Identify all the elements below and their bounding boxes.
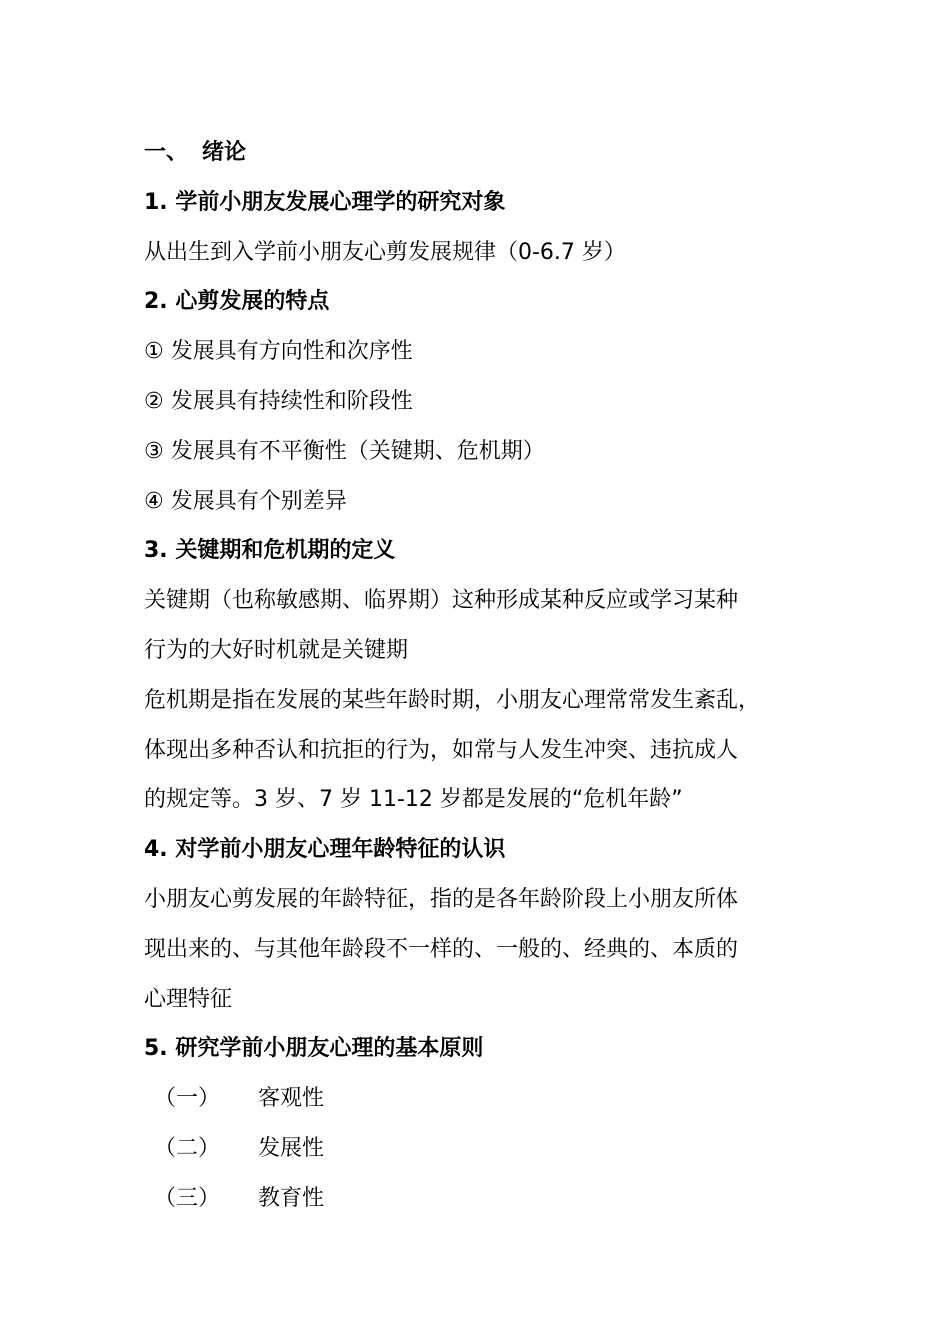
document-body <box>144 128 824 1224</box>
paragraph-line: 体现出多种否认和抗拒的行为，如常与人发生冲突、违抗成人 <box>144 737 739 763</box>
list-item: ② 发展具有持续性和阶段性 <box>144 388 413 414</box>
paragraph-line: 危机期是指在发展的某些年龄时期，小朋友心理常常发生紊乱， <box>144 687 761 713</box>
paragraph-line: 的规定等。3 岁、7 岁 11-12 岁都是发展的“危机年龄” <box>144 787 683 813</box>
list-item: ③ 发展具有不平衡性（关键期、危机期） <box>144 438 545 464</box>
item-heading-2: 2. 心剪发展的特点 <box>144 289 330 315</box>
principle-item <box>144 1174 824 1224</box>
paragraph-line: 心理特征 <box>144 986 233 1012</box>
principle-text: 客观性 <box>258 1086 325 1112</box>
list-item: ① 发展具有方向性和次序性 <box>144 339 413 365</box>
principle-text: 发展性 <box>258 1135 325 1161</box>
list-item: ④ 发展具有个别差异 <box>144 488 347 514</box>
section-heading <box>144 128 824 178</box>
principle-label: （三） <box>154 1185 221 1211</box>
section-number: 一、 <box>144 140 189 165</box>
paragraph-line: 从出生到入学前小朋友心剪发展规律（0-6.7 岁） <box>144 239 626 265</box>
paragraph-line: 小朋友心剪发展的年龄特征，指的是各年龄阶段上小朋友所体 <box>144 886 739 912</box>
principle-item <box>144 1074 824 1124</box>
section-title: 绪论 <box>202 140 247 165</box>
principle-item <box>144 1124 824 1174</box>
paragraph-line: 现出来的、与其他年龄段不一样的、一般的、经典的、本质的 <box>144 936 739 962</box>
item-heading-5: 5. 研究学前小朋友心理的基本原则 <box>144 1036 484 1062</box>
principle-label: （一） <box>154 1086 221 1112</box>
principle-label: （二） <box>154 1135 221 1161</box>
paragraph-line: 关键期（也称敏感期、临界期）这种形成某种反应或学习某种 <box>144 588 739 614</box>
principle-text: 教育性 <box>258 1185 325 1211</box>
item-heading-1: 1. 学前小朋友发展心理学的研究对象 <box>144 189 506 215</box>
item-heading-3: 3. 关键期和危机期的定义 <box>144 538 396 564</box>
item-heading-4: 4. 对学前小朋友心理年龄特征的认识 <box>144 837 506 863</box>
paragraph-line: 行为的大好时机就是关键期 <box>144 637 409 663</box>
